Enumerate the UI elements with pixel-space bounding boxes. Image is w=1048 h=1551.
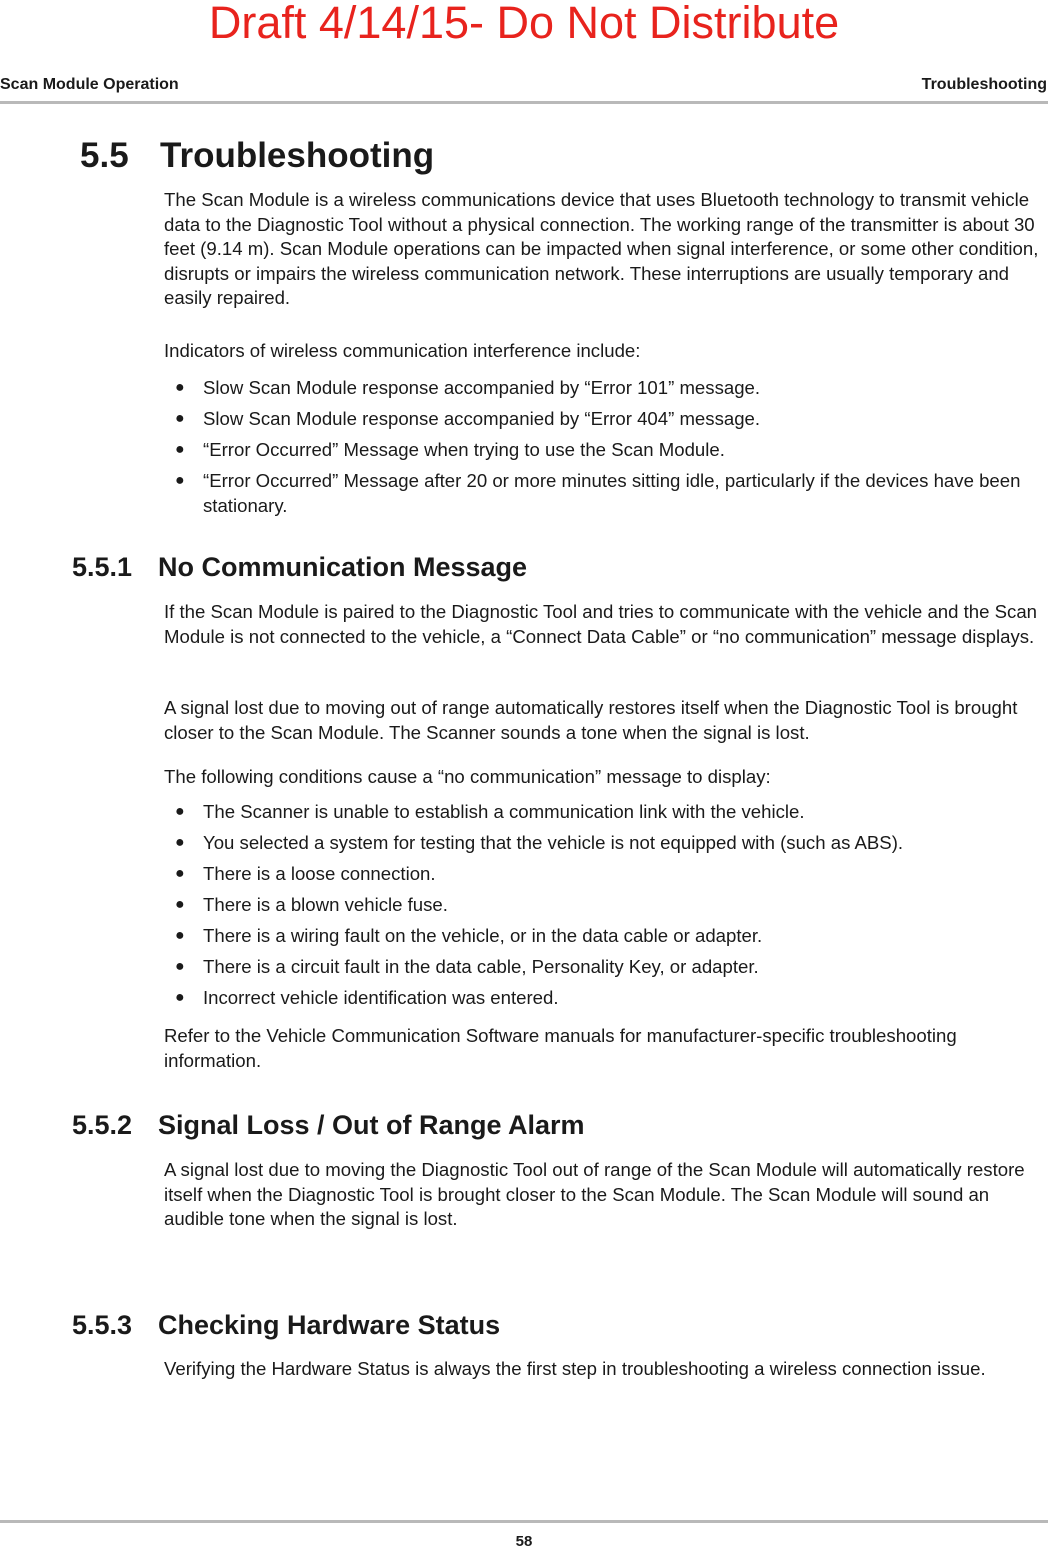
subsection-heading-5-5-2 xyxy=(72,1108,585,1142)
bullet-icon: ● xyxy=(175,834,185,851)
list-item: ● The Scanner is unable to establish a communication link with the vehicle. xyxy=(164,800,1048,825)
indicators-lead: Indicators of wireless communication interference include: xyxy=(164,340,641,361)
list-item: ● There is a wiring fault on the vehicle, or in the data cable or adapter. xyxy=(164,924,1048,949)
page-number: 58 xyxy=(515,1533,533,1550)
subsection-heading-5-5-1 xyxy=(72,550,527,584)
bullet-icon: ● xyxy=(175,441,185,458)
paragraph: Verifying the Hardware Status is always the first step in troubleshooting a wireless connection issue. xyxy=(164,1358,986,1379)
list-item: ● “Error Occurred” Message when trying to use the Scan Module. xyxy=(164,438,1048,463)
bullet-icon: ● xyxy=(175,989,185,1006)
subsection-title: Checking Hardware Status xyxy=(158,1310,501,1340)
bullet-icon: ● xyxy=(175,865,185,882)
conditions-list xyxy=(164,800,1048,1017)
bullet-icon: ● xyxy=(175,958,185,975)
bullet-icon: ● xyxy=(175,803,185,820)
running-header xyxy=(0,75,1048,95)
bullet-icon: ● xyxy=(175,896,185,913)
list-item: ● “Error Occurred” Message after 20 or more minutes sitting idle, particularly if the devices have been stationary. xyxy=(175,470,1021,516)
section-title: Troubleshooting xyxy=(160,136,435,175)
paragraph: A signal lost due to moving out of range automatically restores itself when the Diagnostic Tool is brought closer to the Scan Module. The Scanner sounds a tone when the signal is lost. xyxy=(164,697,1018,743)
subsection-number: 5.5.3 xyxy=(72,1310,133,1340)
subsection-number: 5.5.2 xyxy=(72,1110,133,1140)
bullet-icon: ● xyxy=(175,410,185,427)
footer-divider xyxy=(0,1520,1048,1523)
paragraph: A signal lost due to moving the Diagnostic Tool out of range of the Scan Module will automatically restore itself when the Diagnostic Tool is brought closer to the Scan Module. The Scan Module will sound an audible tone when the signal is lost. xyxy=(164,1159,1025,1229)
subsection-title: No Communication Message xyxy=(158,552,528,582)
list-item: ● Slow Scan Module response accompanied by “Error 404” message. xyxy=(164,407,1048,432)
bullet-icon: ● xyxy=(175,379,185,396)
list-item: ● There is a blown vehicle fuse. xyxy=(164,893,1048,918)
bullet-icon: ● xyxy=(175,927,185,944)
list-item: ● You selected a system for testing that the vehicle is not equipped with (such as ABS). xyxy=(164,831,1048,856)
subsection-heading-5-5-3 xyxy=(72,1308,500,1342)
paragraph: If the Scan Module is paired to the Diagnostic Tool and tries to communicate with the vehicle and the Scan Module is not connected to the vehicle, a “Connect Data Cable” or “no communication” message displays. xyxy=(164,601,1038,647)
list-item: ● There is a circuit fault in the data cable, Personality Key, or adapter. xyxy=(164,955,1048,980)
header-section-title: Troubleshooting xyxy=(921,76,1047,93)
indicators-list xyxy=(164,376,1048,525)
header-divider xyxy=(0,101,1048,104)
list-item: ● Incorrect vehicle identification was entered. xyxy=(164,986,1048,1011)
header-chapter-title: Scan Module Operation xyxy=(0,76,179,93)
paragraph: Refer to the Vehicle Communication Software manuals for manufacturer-specific troubleshooting information. xyxy=(164,1025,957,1071)
intro-paragraph: The Scan Module is a wireless communications device that uses Bluetooth technology to transmit vehicle data to the Diagnostic Tool without a physical connection. The working range of the transmitter is about 30 feet (9.14 m). Scan Module operations can be impacted when signal interference, or some other condition, disrupts or impairs the wireless communication network. These interruptions are usually temporary and easily repaired. xyxy=(164,189,1039,308)
section-heading xyxy=(80,134,434,178)
subsection-title: Signal Loss / Out of Range Alarm xyxy=(158,1110,585,1140)
section-number: 5.5 xyxy=(80,136,129,175)
subsection-number: 5.5.1 xyxy=(72,552,133,582)
draft-watermark: Draft 4/14/15- Do Not Distribute xyxy=(208,0,840,48)
paragraph: The following conditions cause a “no communication” message to display: xyxy=(164,766,771,787)
list-item: ● There is a loose connection. xyxy=(164,862,1048,887)
bullet-icon: ● xyxy=(175,472,185,489)
list-item: ● Slow Scan Module response accompanied by “Error 101” message. xyxy=(164,376,1048,401)
